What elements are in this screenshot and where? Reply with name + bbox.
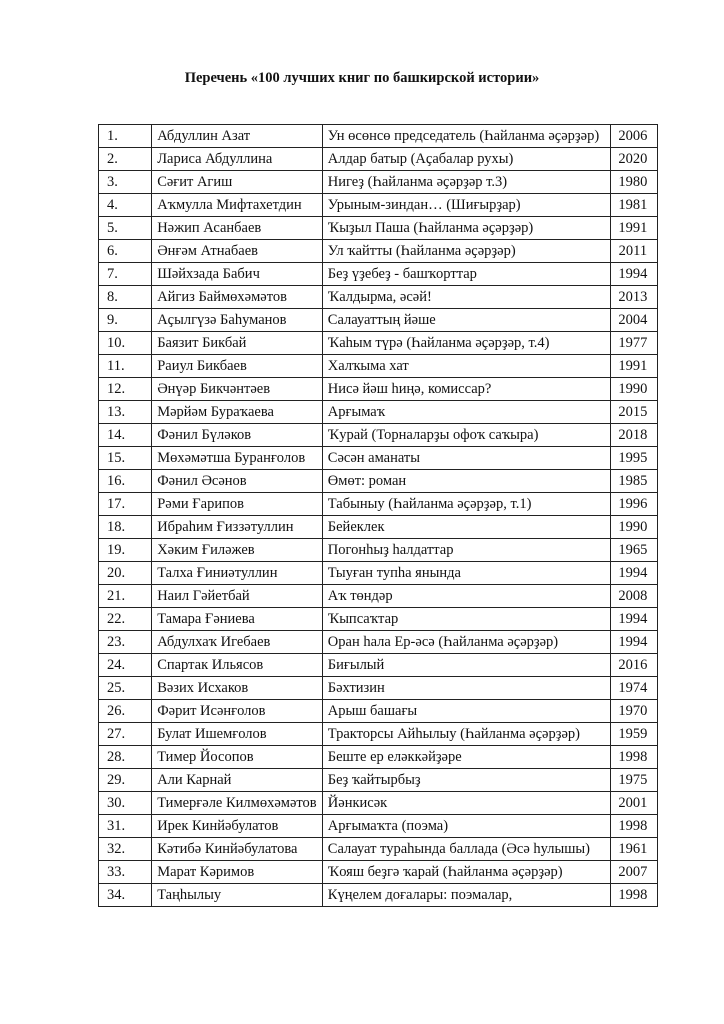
table-row — [99, 148, 658, 171]
book-title-cell: Бейеклек — [322, 516, 610, 539]
row-number: 18. — [99, 516, 152, 539]
row-number: 13. — [99, 401, 152, 424]
book-title-cell: Өмөт: роман — [322, 470, 610, 493]
year-cell: 1970 — [610, 700, 657, 723]
row-number: 15. — [99, 447, 152, 470]
author-cell: Раиул Бикбаев — [152, 355, 323, 378]
year-cell: 2018 — [610, 424, 657, 447]
author-cell: Наил Гәйетбай — [152, 585, 323, 608]
year-cell: 1998 — [610, 815, 657, 838]
table-row — [99, 217, 658, 240]
row-number: 11. — [99, 355, 152, 378]
year-cell: 1975 — [610, 769, 657, 792]
book-title-cell: Ул ҡайтты (Һайланма әҫәрҙәр) — [322, 240, 610, 263]
row-number: 32. — [99, 838, 152, 861]
year-cell: 2001 — [610, 792, 657, 815]
book-title-cell: Тракторсы Айһылыу (Һайланма әҫәрҙәр) — [322, 723, 610, 746]
year-cell: 1990 — [610, 516, 657, 539]
book-title-cell: Ҡояш беҙгә ҡарай (Һайланма әҫәрҙәр) — [322, 861, 610, 884]
table-row — [99, 631, 658, 654]
row-number: 21. — [99, 585, 152, 608]
book-title-cell: Ҡыпсаҡтар — [322, 608, 610, 631]
row-number: 34. — [99, 884, 152, 907]
year-cell: 1996 — [610, 493, 657, 516]
year-cell: 1981 — [610, 194, 657, 217]
author-cell: Аҡмулла Мифтахетдин — [152, 194, 323, 217]
book-title-cell: Нисә йәш һиңә, комиссар? — [322, 378, 610, 401]
year-cell: 1990 — [610, 378, 657, 401]
row-number: 24. — [99, 654, 152, 677]
author-cell: Тимер Йосопов — [152, 746, 323, 769]
year-cell: 2008 — [610, 585, 657, 608]
year-cell: 1965 — [610, 539, 657, 562]
book-title-cell: Урыным-зиндан… (Шиғырҙар) — [322, 194, 610, 217]
row-number: 17. — [99, 493, 152, 516]
book-title-cell: Беҙ ҡайтырбыҙ — [322, 769, 610, 792]
author-cell: Талха Ғиниәтуллин — [152, 562, 323, 585]
book-title-cell: Беште ер еләккәйҙәре — [322, 746, 610, 769]
row-number: 7. — [99, 263, 152, 286]
row-number: 31. — [99, 815, 152, 838]
table-row — [99, 539, 658, 562]
row-number: 20. — [99, 562, 152, 585]
table-row — [99, 654, 658, 677]
row-number: 33. — [99, 861, 152, 884]
row-number: 23. — [99, 631, 152, 654]
row-number: 8. — [99, 286, 152, 309]
author-cell: Абдулхаҡ Игебаев — [152, 631, 323, 654]
book-title-cell: Арғымаҡ — [322, 401, 610, 424]
year-cell: 1991 — [610, 355, 657, 378]
book-title-cell: Арғымаҡта (поэма) — [322, 815, 610, 838]
author-cell: Спартак Ильясов — [152, 654, 323, 677]
table-row — [99, 378, 658, 401]
table-row — [99, 424, 658, 447]
author-cell: Абдуллин Азат — [152, 125, 323, 148]
year-cell: 1994 — [610, 263, 657, 286]
author-cell: Әнүәр Бикчәнтәев — [152, 378, 323, 401]
book-title-cell: Ҡурай (Торналарҙы офоҡ саҡыра) — [322, 424, 610, 447]
row-number: 2. — [99, 148, 152, 171]
book-title-cell: Биғылый — [322, 654, 610, 677]
year-cell: 1994 — [610, 631, 657, 654]
book-title-cell: Ун өсөнсө председатель (Һайланма әҫәрҙәр) — [322, 125, 610, 148]
page-title: Перечень «100 лучших книг по башкирской истории» — [184, 70, 540, 86]
book-title-cell: Нигеҙ (Һайланма әҫәрҙәр т.3) — [322, 171, 610, 194]
year-cell: 1994 — [610, 608, 657, 631]
author-cell: Баязит Бикбай — [152, 332, 323, 355]
author-cell: Айгиз Баймөхәмәтов — [152, 286, 323, 309]
author-cell: Сәғит Агиш — [152, 171, 323, 194]
table-row — [99, 884, 658, 907]
table-row — [99, 861, 658, 884]
book-title-cell: Ҡаһым түрә (Һайланма әҫәрҙәр, т.4) — [322, 332, 610, 355]
book-title-cell: Аҡ төндәр — [322, 585, 610, 608]
table-row — [99, 677, 658, 700]
year-cell: 2007 — [610, 861, 657, 884]
author-cell: Фәнил Әсәнов — [152, 470, 323, 493]
row-number: 26. — [99, 700, 152, 723]
books-table — [98, 124, 658, 907]
row-number: 30. — [99, 792, 152, 815]
year-cell: 1961 — [610, 838, 657, 861]
author-cell: Хәким Ғиләжев — [152, 539, 323, 562]
year-cell: 1977 — [610, 332, 657, 355]
row-number: 12. — [99, 378, 152, 401]
table-row — [99, 171, 658, 194]
author-cell: Марат Кәримов — [152, 861, 323, 884]
row-number: 29. — [99, 769, 152, 792]
book-title-cell: Ҡыҙыл Паша (Һайланма әҫәрҙәр) — [322, 217, 610, 240]
table-row — [99, 562, 658, 585]
book-title-cell: Табыныу (Һайланма әҫәрҙәр, т.1) — [322, 493, 610, 516]
author-cell: Кәтибә Кинйәбулатова — [152, 838, 323, 861]
book-title-cell: Салауат тураһында баллада (Әсә һулышы) — [322, 838, 610, 861]
row-number: 1. — [99, 125, 152, 148]
author-cell: Тамара Ғәниева — [152, 608, 323, 631]
table-row — [99, 608, 658, 631]
table-row — [99, 286, 658, 309]
book-title-cell: Беҙ үҙебеҙ - башҡорттар — [322, 263, 610, 286]
table-row — [99, 447, 658, 470]
table-row — [99, 240, 658, 263]
table-row — [99, 815, 658, 838]
book-title-cell: Күңелем доғалары: поэмалар, — [322, 884, 610, 907]
table-row — [99, 355, 658, 378]
book-title-cell: Салауаттың йәше — [322, 309, 610, 332]
row-number: 6. — [99, 240, 152, 263]
table-row — [99, 516, 658, 539]
author-cell: Мөхәмәтша Буранғолов — [152, 447, 323, 470]
year-cell: 1980 — [610, 171, 657, 194]
year-cell: 2006 — [610, 125, 657, 148]
year-cell: 2013 — [610, 286, 657, 309]
book-title-cell: Халҡыма хат — [322, 355, 610, 378]
table-row — [99, 470, 658, 493]
row-number: 4. — [99, 194, 152, 217]
author-cell: Шәйхзада Бабич — [152, 263, 323, 286]
table-row — [99, 194, 658, 217]
book-title-cell: Сәсән аманаты — [322, 447, 610, 470]
row-number: 5. — [99, 217, 152, 240]
year-cell: 2011 — [610, 240, 657, 263]
year-cell: 1995 — [610, 447, 657, 470]
book-title-cell: Ҡалдырма, әсәй! — [322, 286, 610, 309]
author-cell: Әнғәм Атнабаев — [152, 240, 323, 263]
row-number: 10. — [99, 332, 152, 355]
row-number: 25. — [99, 677, 152, 700]
row-number: 22. — [99, 608, 152, 631]
book-title-cell: Алдар батыр (Аҫабалар рухы) — [322, 148, 610, 171]
table-row — [99, 263, 658, 286]
book-title-cell: Оран һала Ер-әсә (Һайланма әҫәрҙәр) — [322, 631, 610, 654]
year-cell: 2004 — [610, 309, 657, 332]
author-cell: Таңһылыу — [152, 884, 323, 907]
table-row — [99, 792, 658, 815]
author-cell: Рәми Ғарипов — [152, 493, 323, 516]
author-cell: Нәжип Асанбаев — [152, 217, 323, 240]
author-cell: Мәрйәм Бураҡаева — [152, 401, 323, 424]
author-cell: Булат Ишемғолов — [152, 723, 323, 746]
books-table-body — [99, 125, 658, 907]
year-cell: 2016 — [610, 654, 657, 677]
row-number: 16. — [99, 470, 152, 493]
table-row — [99, 332, 658, 355]
year-cell: 1974 — [610, 677, 657, 700]
book-title-cell: Бәхтизин — [322, 677, 610, 700]
year-cell: 1991 — [610, 217, 657, 240]
table-row — [99, 125, 658, 148]
table-row — [99, 493, 658, 516]
row-number: 28. — [99, 746, 152, 769]
author-cell: Аҫылгүзә Баһуманов — [152, 309, 323, 332]
book-title-cell: Йәнкисәк — [322, 792, 610, 815]
author-cell: Вәзих Исхаков — [152, 677, 323, 700]
row-number: 3. — [99, 171, 152, 194]
row-number: 14. — [99, 424, 152, 447]
row-number: 9. — [99, 309, 152, 332]
table-row — [99, 723, 658, 746]
book-title-cell: Тыуған тупһа янында — [322, 562, 610, 585]
table-row — [99, 401, 658, 424]
author-cell: Тимерғәле Килмөхәмәтов — [152, 792, 323, 815]
row-number: 27. — [99, 723, 152, 746]
author-cell: Лариса Абдуллина — [152, 148, 323, 171]
year-cell: 2015 — [610, 401, 657, 424]
book-title-cell: Погонһыҙ һалдаттар — [322, 539, 610, 562]
table-row — [99, 309, 658, 332]
year-cell: 1985 — [610, 470, 657, 493]
year-cell: 1994 — [610, 562, 657, 585]
table-row — [99, 585, 658, 608]
row-number: 19. — [99, 539, 152, 562]
table-row — [99, 769, 658, 792]
author-cell: Али Карнай — [152, 769, 323, 792]
author-cell: Фәрит Исәнғолов — [152, 700, 323, 723]
year-cell: 1959 — [610, 723, 657, 746]
author-cell: Ибраһим Ғиззәтуллин — [152, 516, 323, 539]
author-cell: Ирек Кинйәбулатов — [152, 815, 323, 838]
book-title-cell: Арыш башағы — [322, 700, 610, 723]
table-row — [99, 700, 658, 723]
year-cell: 2020 — [610, 148, 657, 171]
table-row — [99, 838, 658, 861]
table-row — [99, 746, 658, 769]
author-cell: Фәнил Бүләков — [152, 424, 323, 447]
year-cell: 1998 — [610, 746, 657, 769]
year-cell: 1998 — [610, 884, 657, 907]
